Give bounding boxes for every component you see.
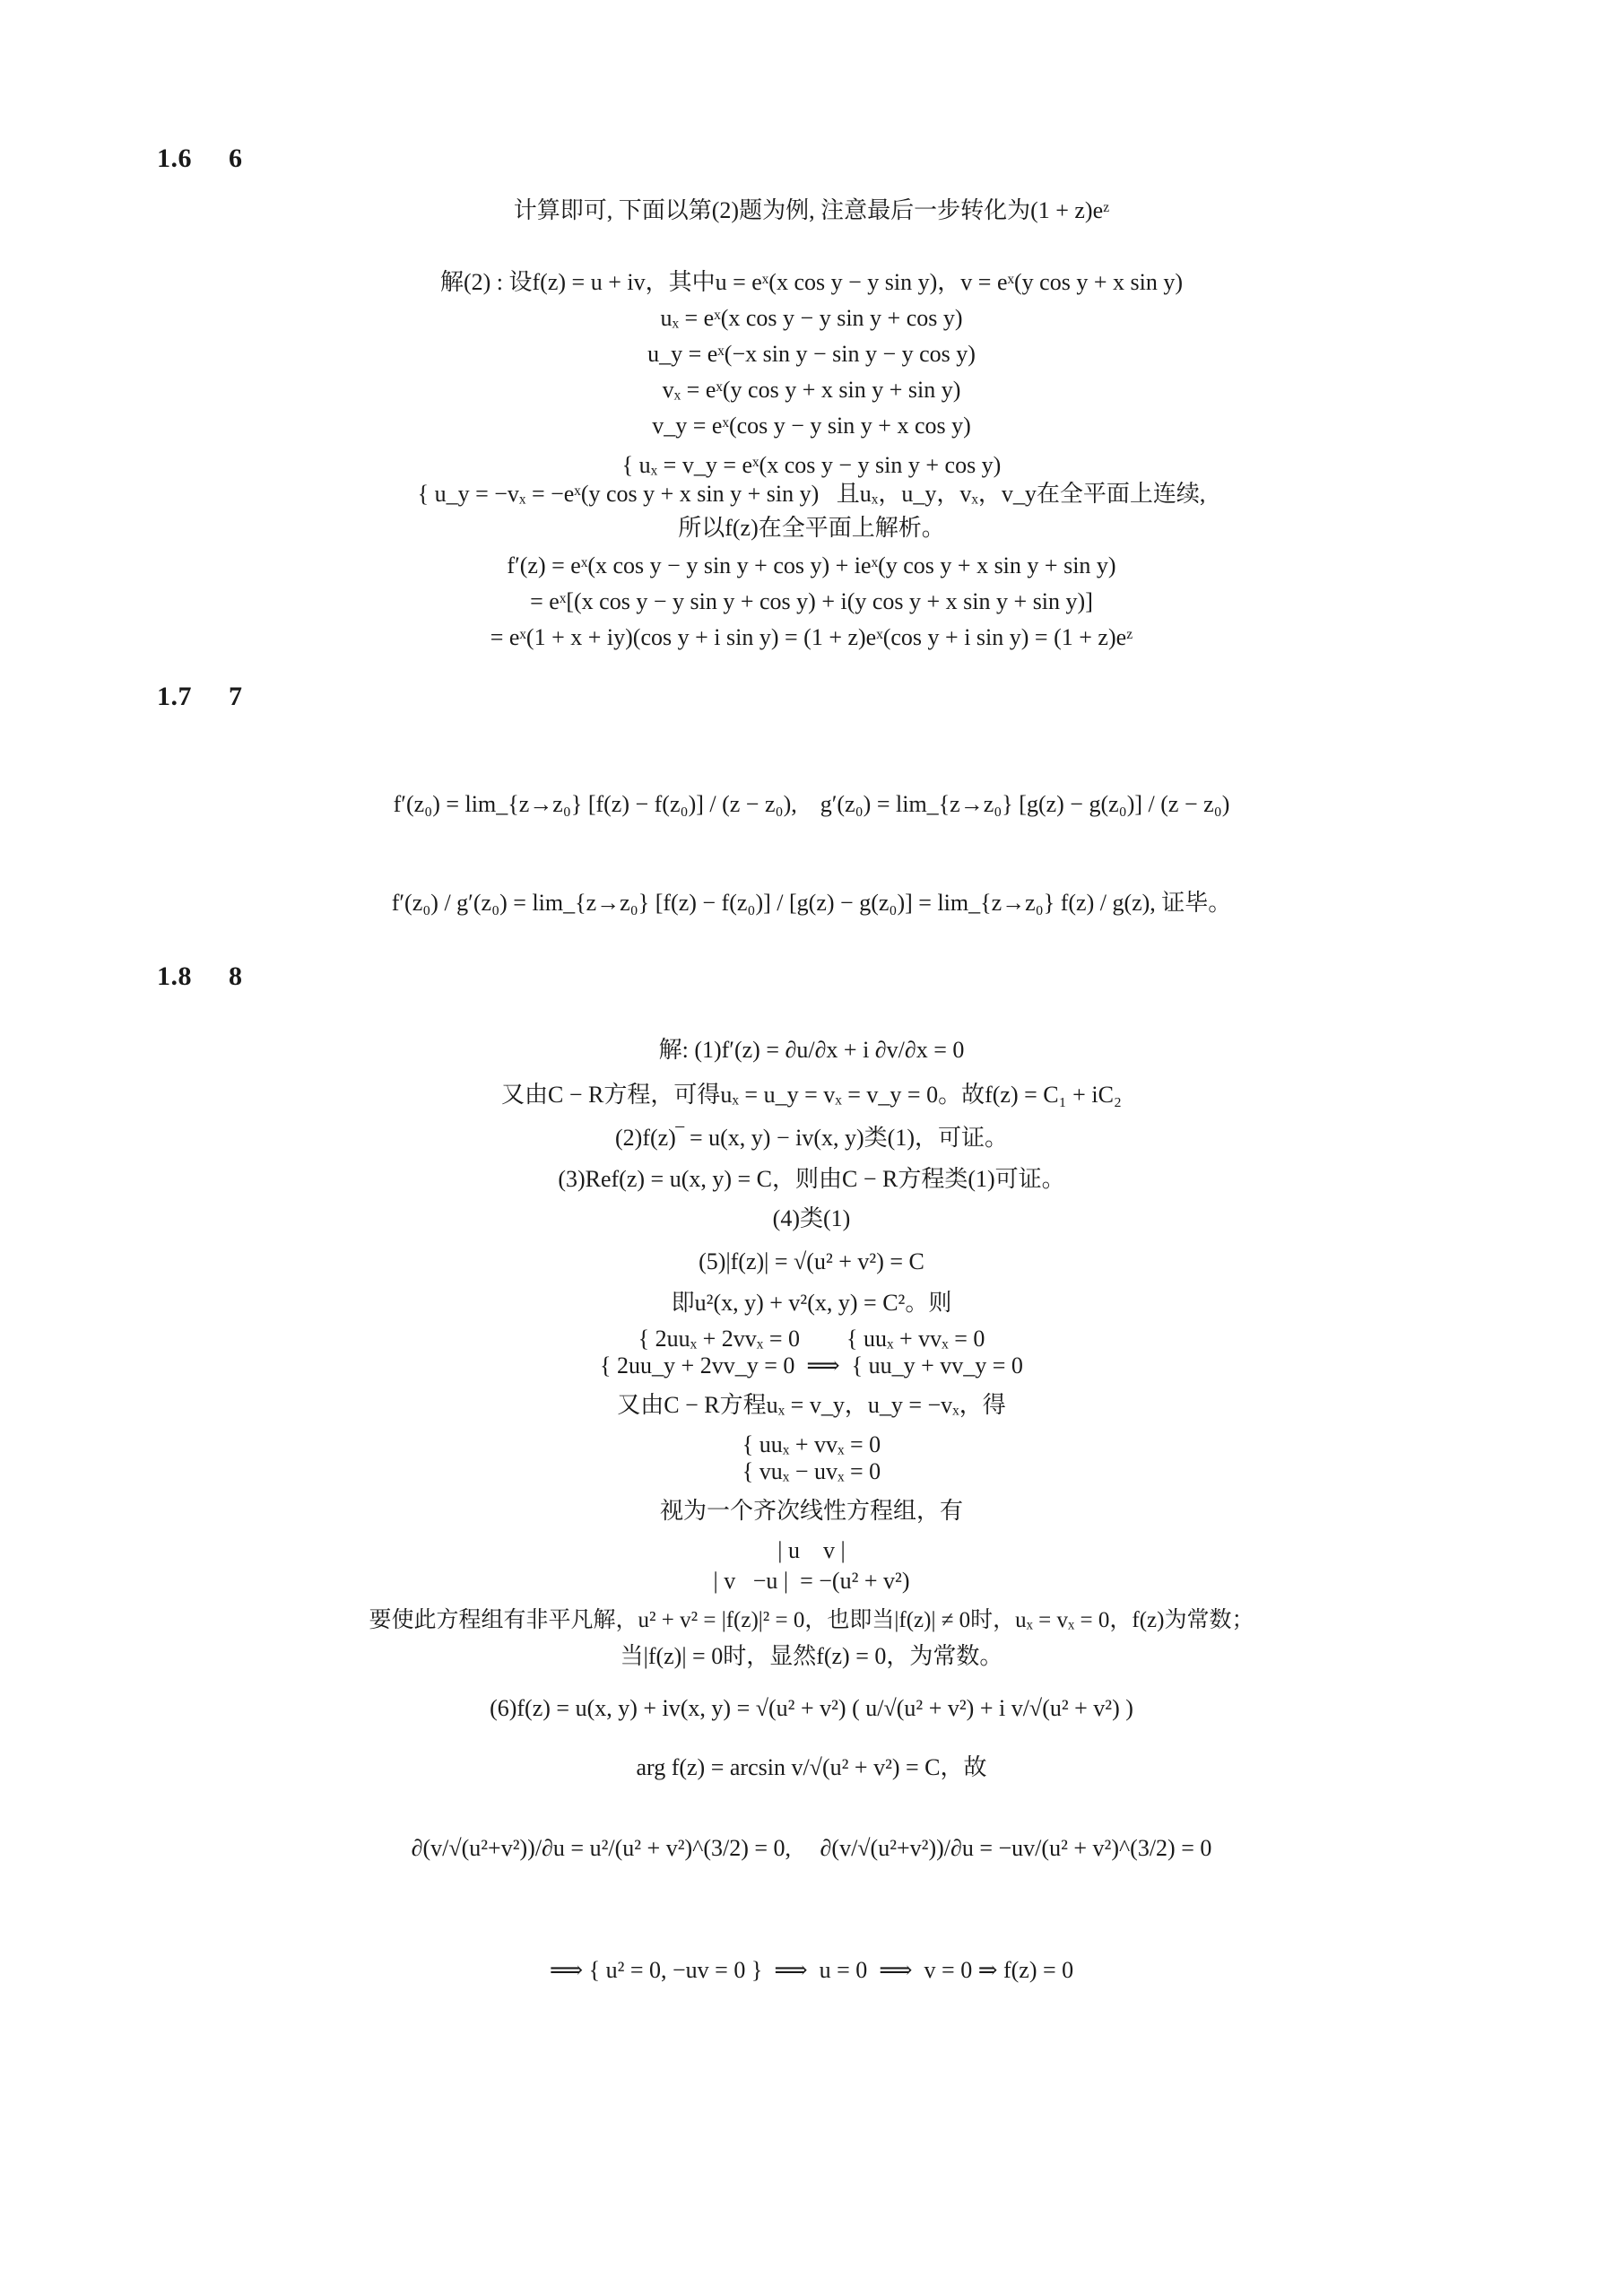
equation-line: 要使此方程组有非平凡解，u² + v² = |f(z)|² = 0，也即当|f(z)| ≠ 0时，uₓ = vₓ = 0，f(z)为常数； bbox=[369, 1608, 1254, 1632]
equation-line: (3)Ref(z) = u(x, y) = C，则由C − R方程类(1)可证。 bbox=[558, 1166, 1065, 1192]
equation-line: (6)f(z) = u(x, y) + iv(x, y) = √(u² + v²) ( u/√(u² + v²) + i v/√(u² + v²) ) bbox=[490, 1695, 1133, 1721]
equation-line: 又由C − R方程，可得uₓ = u_y = vₓ = v_y = 0。故f(z) = C₁ + iC₂ bbox=[501, 1082, 1122, 1108]
equation-line: | v −u | = −(u² + v²) bbox=[713, 1568, 910, 1594]
equation-line: = eˣ(1 + x + iy)(cos y + i sin y) = (1 + z)eˣ(cos y + i sin y) = (1 + z)eᶻ bbox=[490, 624, 1133, 650]
equation-line: { uₓ = v_y = eˣ(x cos y − y sin y + cos y) bbox=[621, 452, 1002, 478]
equation-line: f′(z) = eˣ(x cos y − y sin y + cos y) + ieˣ(y cos y + x sin y + sin y) bbox=[507, 552, 1116, 578]
equation-line: 即u²(x, y) + v²(x, y) = C²。则 bbox=[671, 1290, 952, 1316]
equation-line: v_y = eˣ(cos y − y sin y + x cos y) bbox=[652, 413, 971, 439]
text-line: 所以f(z)在全平面上解析。 bbox=[678, 515, 945, 541]
section-title: 7 bbox=[229, 682, 243, 711]
section-heading bbox=[157, 682, 243, 712]
equation-line: { 2uu_y + 2vv_y = 0 ⟹ { uu_y + vv_y = 0 bbox=[600, 1352, 1023, 1378]
equation-line: ∂(v/√(u²+v²))/∂u = u²/(u² + v²)^(3/2) = 0, ∂(v/√(u²+v²))/∂u = −uv/(u² + v²)^(3/2) = 0 bbox=[411, 1835, 1212, 1861]
equation-line: f′(z₀) = lim_{z→z₀} [f(z) − f(z₀)] / (z − z₀), g′(z₀) = lim_{z→z₀} [g(z) − g(z₀)] / (z − z₀) bbox=[393, 791, 1230, 817]
equation-line: 又由C − R方程uₓ = v_y，u_y = −vₓ，得 bbox=[617, 1392, 1006, 1418]
equation-line: u_y = eˣ(−x sin y − sin y − y cos y) bbox=[647, 341, 976, 367]
section-number: 1.6 bbox=[157, 144, 192, 173]
equation-line: uₓ = eˣ(x cos y − y sin y + cos y) bbox=[660, 305, 963, 331]
equation-line: = eˣ[(x cos y − y sin y + cos y) + i(y cos y + x sin y + sin y)] bbox=[530, 588, 1093, 614]
section-heading bbox=[157, 961, 243, 992]
equation-line: { vuₓ − uvₓ = 0 bbox=[742, 1458, 881, 1484]
text-line: 视为一个齐次线性方程组，有 bbox=[659, 1498, 963, 1524]
equation-line: (2)f(z)‾ = u(x, y) − iv(x, y)类(1)，可证。 bbox=[615, 1125, 1008, 1151]
equation-line: arg f(z) = arcsin v/√(u² + v²) = C，故 bbox=[636, 1754, 987, 1780]
section-number: 1.7 bbox=[157, 682, 192, 711]
section-title: 6 bbox=[229, 144, 243, 173]
equation-line: { uuₓ + vvₓ = 0 bbox=[742, 1431, 881, 1457]
section-heading bbox=[157, 144, 243, 174]
equation-line: 当|f(z)| = 0时，显然f(z) = 0，为常数。 bbox=[620, 1643, 1003, 1669]
equation-line: | u v | bbox=[777, 1537, 846, 1563]
equation-line: vₓ = eˣ(y cos y + x sin y + sin y) bbox=[662, 377, 961, 403]
section-title: 8 bbox=[229, 961, 243, 991]
equation-line: { 2uuₓ + 2vvₓ = 0 { uuₓ + vvₓ = 0 bbox=[638, 1326, 985, 1352]
equation-line: (4)类(1) bbox=[772, 1205, 851, 1231]
equation-line: { u_y = −vₓ = −eˣ(y cos y + x sin y + sin y) 且uₓ，u_y，vₓ，v_y在全平面上连续, bbox=[417, 481, 1206, 507]
equation-line: 解(2) : 设f(z) = u + iv，其中u = eˣ(x cos y − y sin y)，v = eˣ(y cos y + x sin y) bbox=[439, 269, 1183, 295]
section-number: 1.8 bbox=[157, 961, 192, 991]
equation-line: 解: (1)f′(z) = ∂u/∂x + i ∂v/∂x = 0 bbox=[658, 1037, 965, 1063]
equation-line: f′(z₀) / g′(z₀) = lim_{z→z₀} [f(z) − f(z₀)] / [g(z) − g(z₀)] = lim_{z→z₀} f(z) / g(z), 证毕。 bbox=[391, 890, 1232, 916]
equation-line: ⟹ { u² = 0, −uv = 0 } ⟹ u = 0 ⟹ v = 0 ⇒ f(z) = 0 bbox=[549, 1957, 1074, 1983]
equation-line: (5)|f(z)| = √(u² + v²) = C bbox=[699, 1248, 924, 1274]
text-line: 计算即可, 下面以第(2)题为例, 注意最后一步转化为(1 + z)eᶻ bbox=[513, 197, 1110, 223]
